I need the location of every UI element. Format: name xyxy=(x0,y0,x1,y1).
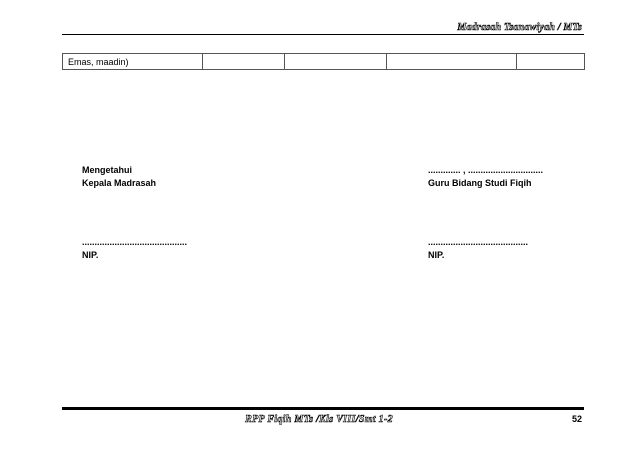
signature-right-name xyxy=(428,236,528,262)
acknowledge-label: Mengetahui xyxy=(82,165,133,175)
running-footer: RPP Fiqih MTs /Kls VIII/Smt 1-2 xyxy=(245,414,393,425)
principal-label: Kepala Madrasah xyxy=(82,178,157,188)
teacher-label: Guru Bidang Studi Fiqih xyxy=(428,178,532,188)
place-date-dots: ............. , .............................. xyxy=(428,165,544,175)
table-cell xyxy=(387,54,517,70)
nip-label: NIP. xyxy=(428,250,445,260)
signature-left-name xyxy=(82,236,187,262)
page-number: 52 xyxy=(571,414,582,424)
signature-left-title xyxy=(82,164,156,190)
signature-right-title xyxy=(428,164,543,190)
table-cell xyxy=(517,54,585,70)
footer-rule xyxy=(62,407,584,410)
table-cell: Emas, maadin) xyxy=(63,54,203,70)
nip-label: NIP. xyxy=(82,250,99,260)
table-cell xyxy=(285,54,387,70)
signature-dots: ........................................ xyxy=(428,237,529,247)
table-cell xyxy=(203,54,285,70)
rubric-table xyxy=(62,53,585,70)
signature-dots: .......................................... xyxy=(82,237,188,247)
header-rule xyxy=(62,34,584,35)
table-row xyxy=(63,54,585,70)
running-header: Madrasah Tsanawiyah / MTs xyxy=(457,22,582,33)
